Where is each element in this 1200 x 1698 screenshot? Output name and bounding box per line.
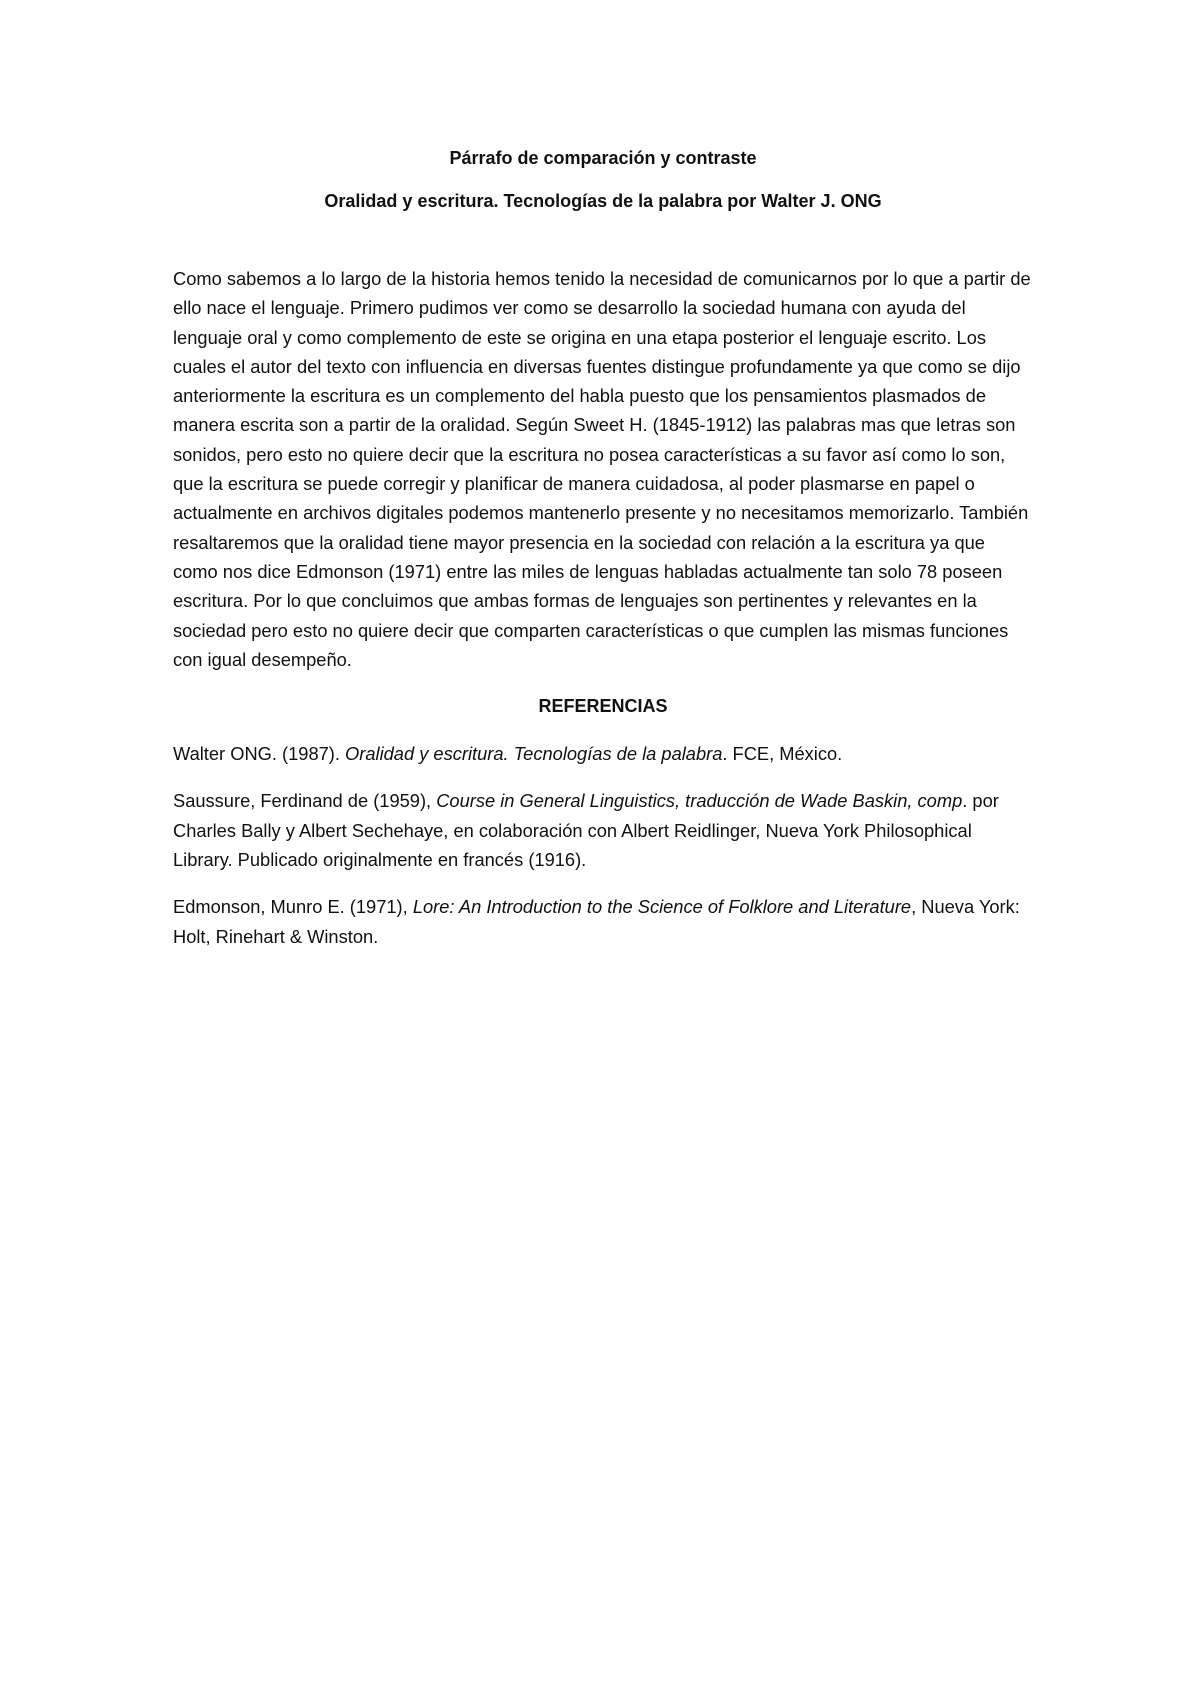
reference-item [173, 892, 1033, 951]
body-paragraph: Como sabemos a lo largo de la historia hemos tenido la necesidad de comunicarnos por lo que a partir de ello nace el lenguaje. Primero pudimos ver como se desarrollo la sociedad humana con ayuda del lenguaje oral y como complemento de este se origina en una etapa posterior el lenguaje escrito. Los cuales el autor del texto con influencia en diversas fuentes distingue profundamente ya que como se dijo anteriormente la escritura es un complemento del habla puesto que los pensamientos plasmados de manera escrita son a partir de la oralidad. Según Sweet H. (1845-1912) las palabras mas que letras son sonidos, pero esto no quiere decir que la escritura no posea características a su favor así como lo son, que la escritura se puede corregir y planificar de manera cuidadosa, al poder plasmarse en papel o actualmente en archivos digitales podemos mantenerlo presente y no necesitamos memorizarlo. También resaltaremos que la oralidad tiene mayor presencia en la sociedad con relación a la escritura ya que como nos dice Edmonson (1971) entre las miles de lenguas habladas actualmente tan solo 78 poseen escritura. Por lo que concluimos que ambas formas de lenguajes son pertinentes y relevantes en la sociedad pero esto no quiere decir que comparten características o que cumplen las mismas funciones con igual desempeño. [173, 268, 1031, 670]
reference-text: Saussure, Ferdinand de (1959), [173, 790, 437, 812]
reference-text: , Nueva York: Holt, Rinehart & Winston. [173, 896, 1020, 947]
reference-text: . FCE, México. [722, 743, 843, 765]
document-subtitle: Oralidad y escritura. Tecnologías de la palabra por Walter J. ONG [324, 191, 882, 211]
reference-title: Course in General Linguistics, traducción de Wade Baskin, comp [436, 790, 963, 812]
reference-item [173, 739, 1033, 768]
reference-text: Edmonson, Munro E. (1971), [173, 896, 413, 918]
document-title: Párrafo de comparación y contraste [449, 148, 757, 168]
reference-text: Walter ONG. (1987). [173, 743, 346, 765]
reference-item [173, 786, 1033, 874]
reference-title: Oralidad y escritura. Tecnologías de la palabra [345, 743, 723, 765]
reference-title: Lore: An Introduction to the Science of Folklore and Literature [412, 896, 912, 918]
reference-text: . por Charles Bally y Albert Sechehaye, en colaboración con Albert Reidlinger, Nueva York Philosophical Library. Publicado originalmente en francés (1916). [173, 790, 999, 871]
references-heading: REFERENCIAS [538, 696, 668, 717]
document-content [173, 146, 1033, 969]
